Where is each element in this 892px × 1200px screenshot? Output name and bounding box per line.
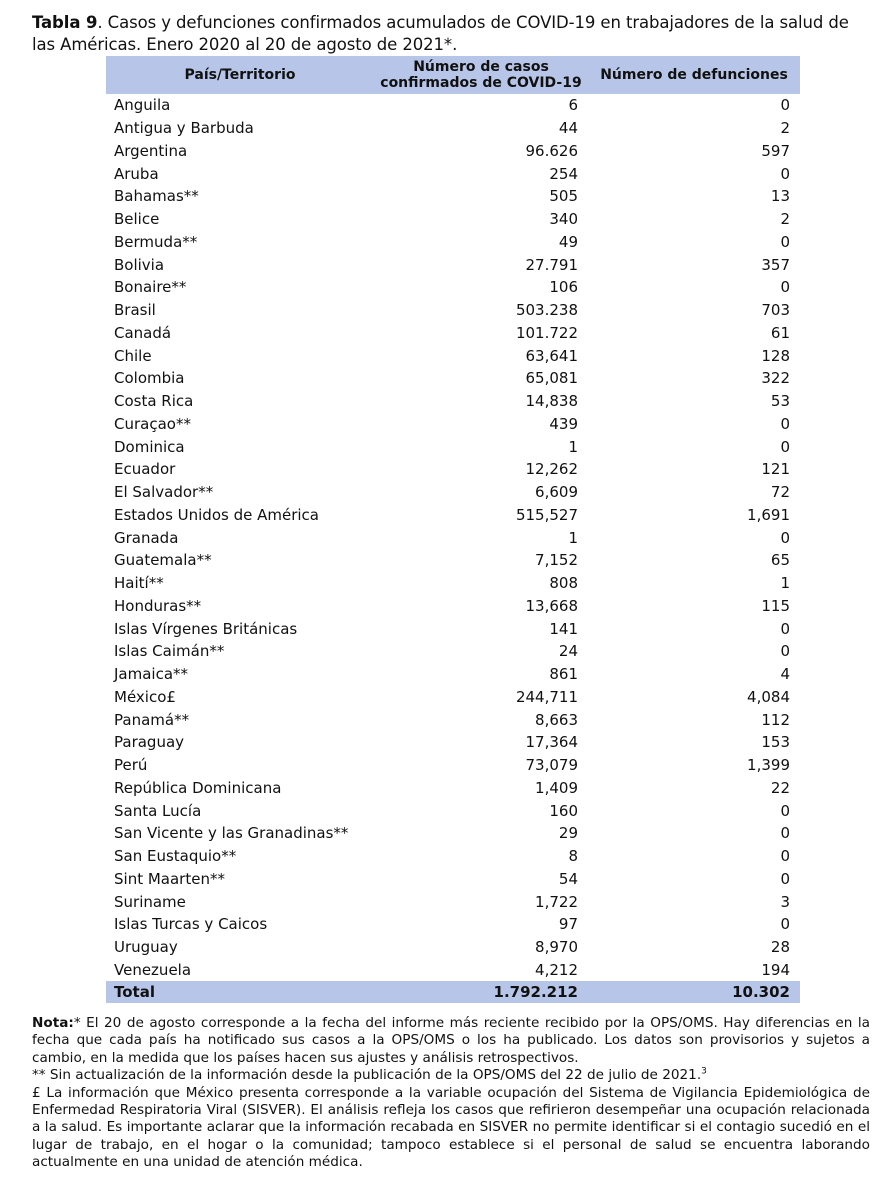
row-cases: 244,711 [515,687,578,706]
row-deaths: 128 [761,346,790,365]
row-country: Granada [114,528,179,547]
row-country: Anguila [114,96,171,115]
row-deaths: 28 [770,938,790,957]
row-deaths: 0 [780,96,790,115]
table-row [106,185,800,208]
row-country: Paraguay [114,733,185,752]
row-cases: 73,079 [525,756,578,775]
row-country: San Eustaquio** [114,847,237,866]
note-mexico [32,1085,870,1172]
row-cases: 8,663 [535,710,578,729]
row-deaths: 0 [780,528,790,547]
table-footer [106,981,800,1003]
row-deaths: 0 [780,437,790,456]
header-deaths: Número de defunciones [588,56,800,94]
row-cases: 1 [568,528,578,547]
row-deaths: 65 [770,551,790,570]
row-country: Colombia [114,369,185,388]
row-deaths: 72 [770,483,790,502]
row-deaths: 3 [780,892,790,911]
row-deaths: 0 [780,278,790,297]
table-body [106,94,800,981]
row-country: Honduras** [114,596,202,615]
row-cases: 44 [558,119,578,138]
table-header [106,56,800,94]
table-row [106,390,800,413]
table-row [106,640,800,663]
row-country: Antigua y Barbuda [114,119,254,138]
row-deaths: 357 [761,255,790,274]
row-cases: 340 [549,210,578,229]
row-country: El Salvador** [114,483,214,502]
row-deaths: 322 [761,369,790,388]
row-deaths: 0 [780,915,790,934]
row-cases: 106 [549,278,578,297]
row-country: Bermuda** [114,232,198,251]
row-deaths: 53 [770,392,790,411]
row-country: Islas Turcas y Caicos [114,915,268,934]
table-row [106,162,800,185]
row-cases: 49 [558,232,578,251]
header-cases: Número de casos confirmados de COVID-19 [374,56,588,94]
row-country: Sint Maarten** [114,869,225,888]
row-cases: 1,722 [535,892,578,911]
row-deaths: 0 [780,869,790,888]
table-row [106,868,800,891]
table-row [106,208,800,231]
table-row [106,435,800,458]
table-row [106,413,800,436]
total-label: Total [106,981,374,1003]
row-country: Bahamas** [114,187,199,206]
table-row [106,572,800,595]
row-deaths: 115 [761,596,790,615]
row-country: San Vicente y las Granadinas** [114,824,349,843]
row-country: Suriname [114,892,186,911]
total-cases: 1.792.212 [374,981,588,1003]
row-deaths: 13 [770,187,790,206]
row-deaths: 0 [780,232,790,251]
row-cases: 65,081 [525,369,578,388]
row-deaths: 0 [780,801,790,820]
row-cases: 6,609 [535,483,578,502]
table-row [106,367,800,390]
table-row [106,549,800,572]
row-deaths: 0 [780,642,790,661]
row-cases: 254 [549,164,578,183]
row-country: Perú [114,756,148,775]
table-row [106,936,800,959]
row-deaths: 1,399 [747,756,790,775]
table-row [106,777,800,800]
row-country: Ecuador [114,460,176,479]
table-row [106,253,800,276]
row-cases: 97 [558,915,578,934]
table-row [106,231,800,254]
note-label: Nota: [32,1015,74,1031]
row-cases: 4,212 [535,960,578,979]
header-row [106,56,800,94]
row-cases: 1,409 [535,778,578,797]
table-row [106,731,800,754]
note-mexico-text: £ La información que México presenta corresponde a la variable ocupación del Sistema de Vigilancia Epidemiológica de Enfermedad Respiratoria Viral (SISVER). El análisis refleja los casos que refirieron desempeñar una ocupación relacionada a la salud. Es importante aclarar que la información recabada en SISVER no permite identificar si el contagio sucedió en el lugar de trabajo, en el hogar o la comunidad; tampoco establece si el personal de salud se encuentra laborando actualmente en una unidad de atención médica. [32,1084,870,1171]
table-row [106,299,800,322]
row-cases: 505 [549,187,578,206]
header-country: País/Territorio [106,56,374,94]
table-row [106,663,800,686]
row-country: Estados Unidos de América [114,505,319,524]
row-cases: 24 [558,642,578,661]
note-reference: 3 [701,1066,707,1077]
row-country: Guatemala** [114,551,212,570]
table-row [106,526,800,549]
row-cases: 27.791 [525,255,578,274]
row-cases: 14,838 [525,392,578,411]
row-country: Belice [114,210,160,229]
row-cases: 12,262 [525,460,578,479]
row-deaths: 0 [780,847,790,866]
table-row [106,458,800,481]
row-cases: 29 [558,824,578,843]
total-deaths: 10.302 [588,981,800,1003]
row-cases: 96.626 [525,141,578,160]
row-country: Brasil [114,301,156,320]
table-row [106,754,800,777]
row-cases: 17,364 [525,733,578,752]
row-deaths: 0 [780,619,790,638]
table-row [106,708,800,731]
row-country: Bonaire** [114,278,187,297]
row-country: Islas Caimán** [114,642,225,661]
table-row [106,913,800,936]
row-cases: 13,668 [525,596,578,615]
row-country: Jamaica** [114,665,189,684]
note-general-text: * El 20 de agosto corresponde a la fecha del informe más reciente recibido por la OPS/OMS. Hay diferencias en la fecha que cada país ha notificado sus casos a la OPS/OMS o los ha publicado. Los datos son provisorios y sujetos a cambio, en la medida que los países hacen sus ajustes y análisis retrospectivos. [32,1015,870,1066]
row-country: República Dominicana [114,778,282,797]
row-deaths: 703 [761,301,790,320]
total-row [106,981,800,1003]
table-row [106,94,800,117]
row-country: Argentina [114,141,188,160]
row-cases: 6 [568,96,578,115]
row-deaths: 2 [780,119,790,138]
table-row [106,959,800,982]
row-cases: 8 [568,847,578,866]
row-deaths: 4 [780,665,790,684]
row-country: Curaçao** [114,414,191,433]
table-row [106,595,800,618]
table-caption [32,12,872,56]
row-country: Canadá [114,323,172,342]
row-deaths: 0 [780,164,790,183]
row-deaths: 153 [761,733,790,752]
table-row [106,686,800,709]
table-notes [32,1015,870,1172]
row-cases: 63,641 [525,346,578,365]
table-row [106,799,800,822]
row-country: Islas Vírgenes Británicas [114,619,298,638]
table-row [106,322,800,345]
table-row [106,276,800,299]
row-deaths: 1 [780,574,790,593]
caption-text: . Casos y defunciones confirmados acumulados de COVID-19 en trabajadores de la salud de las Américas. Enero 2020 al 20 de agosto de 2021*. [32,13,849,54]
row-cases: 1 [568,437,578,456]
table-row [106,822,800,845]
row-country: Uruguay [114,938,178,957]
row-deaths: 2 [780,210,790,229]
row-cases: 808 [549,574,578,593]
row-deaths: 61 [770,323,790,342]
row-country: México£ [114,687,176,706]
table-row [106,117,800,140]
row-country: Panamá** [114,710,190,729]
row-deaths: 1,691 [747,505,790,524]
row-deaths: 121 [761,460,790,479]
row-cases: 54 [558,869,578,888]
table-row [106,140,800,163]
table-row [106,617,800,640]
note-double-star-text: ** Sin actualización de la información desde la publicación de la OPS/OMS del 22 de julio de 2021. [32,1067,702,1084]
row-cases: 439 [549,414,578,433]
row-deaths: 112 [761,710,790,729]
table-row [106,890,800,913]
row-cases: 861 [549,665,578,684]
table-row [106,481,800,504]
row-country: Chile [114,346,152,365]
row-cases: 101.722 [515,323,578,342]
row-cases: 8,970 [535,938,578,957]
table-row [106,504,800,527]
row-country: Haití** [114,574,164,593]
covid-health-workers-table [106,56,800,1003]
row-cases: 503.238 [515,301,578,320]
note-double-star [32,1067,870,1084]
row-country: Dominica [114,437,185,456]
note-general [32,1015,870,1067]
row-country: Venezuela [114,960,192,979]
row-country: Bolivia [114,255,165,274]
row-deaths: 22 [770,778,790,797]
caption-label: Tabla 9 [32,13,98,32]
row-cases: 7,152 [535,551,578,570]
row-country: Costa Rica [114,392,194,411]
row-deaths: 4,084 [747,687,790,706]
table-row [106,845,800,868]
table-row [106,344,800,367]
row-country: Santa Lucía [114,801,202,820]
row-deaths: 194 [761,960,790,979]
row-country: Aruba [114,164,159,183]
row-cases: 141 [549,619,578,638]
row-cases: 515,527 [515,505,578,524]
row-deaths: 0 [780,824,790,843]
row-cases: 160 [549,801,578,820]
row-deaths: 0 [780,414,790,433]
row-deaths: 597 [761,141,790,160]
